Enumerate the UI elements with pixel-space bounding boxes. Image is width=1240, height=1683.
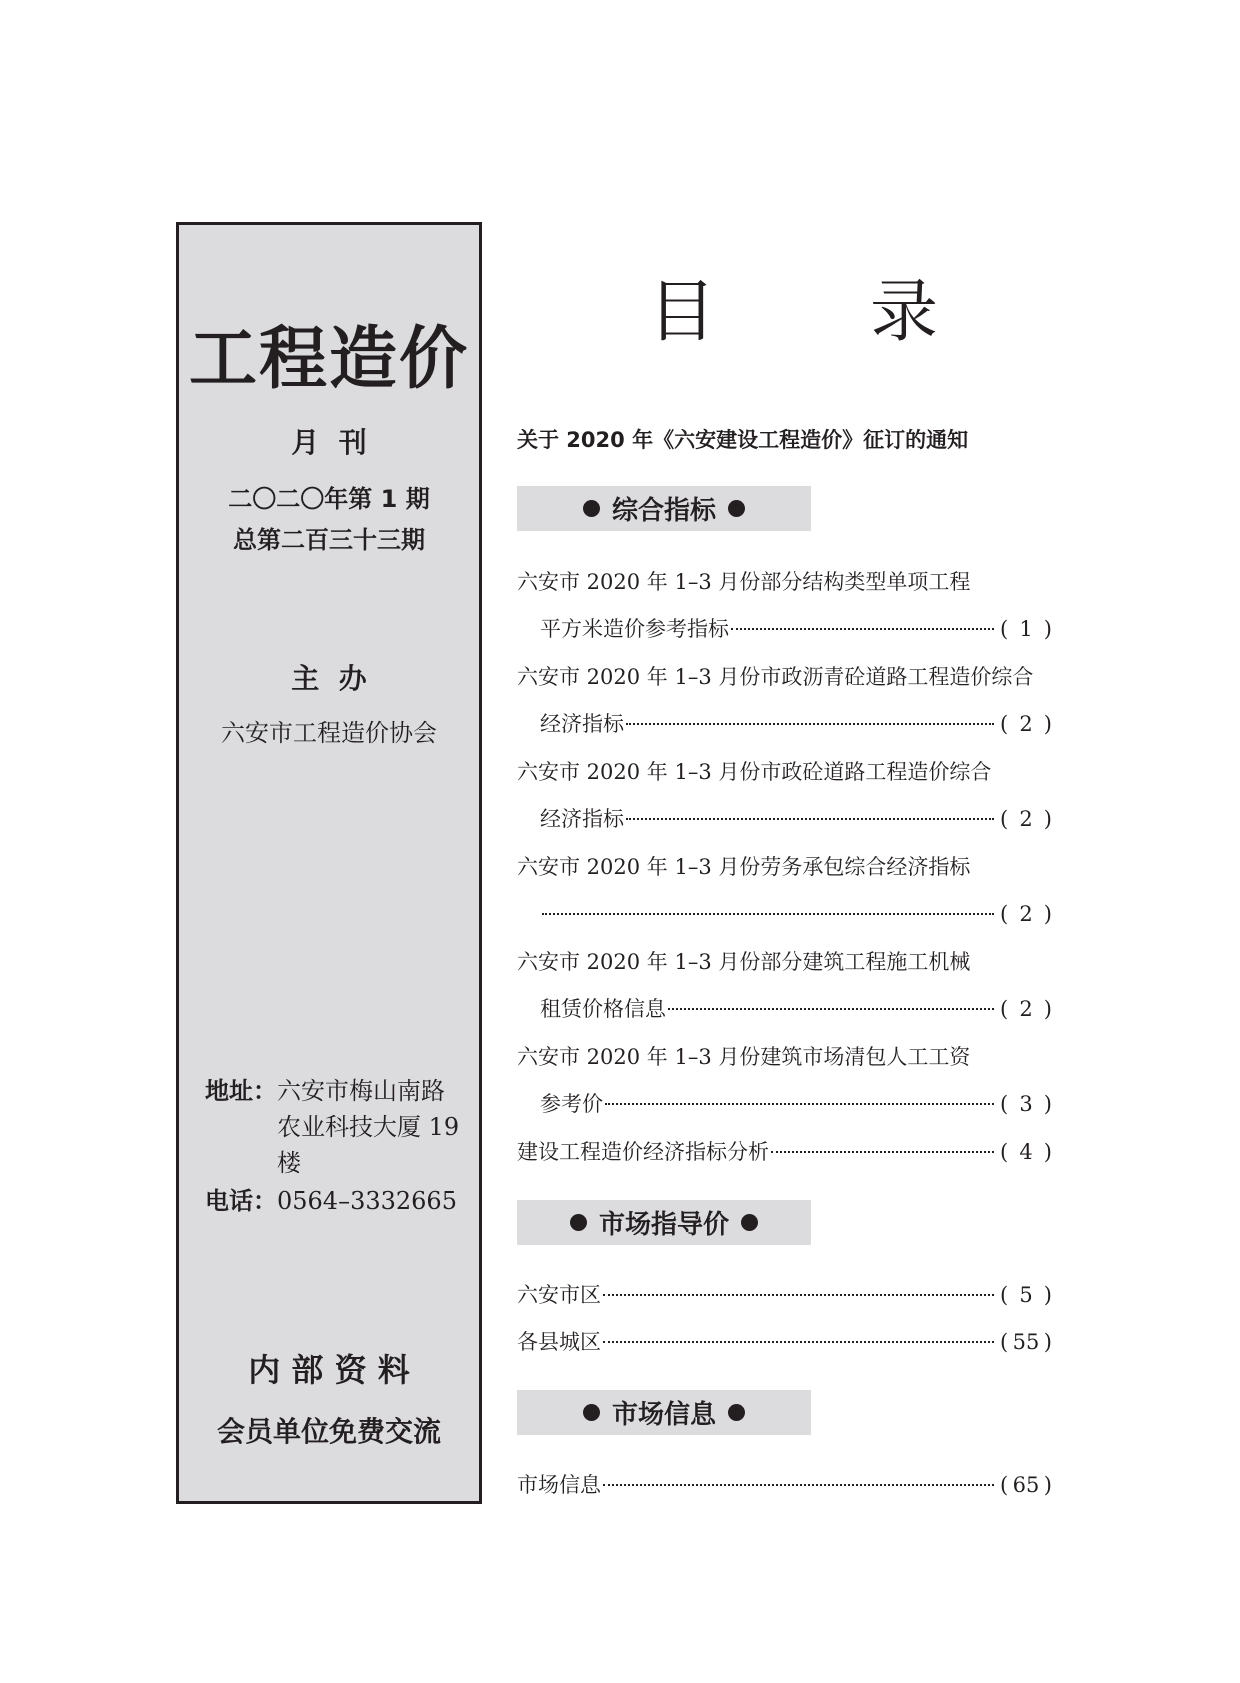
page-number: ( 1 ) (1000, 617, 1052, 641)
page-number: ( 65 ) (1000, 1473, 1052, 1497)
toc-entry (517, 1280, 1052, 1310)
toc-entry-label: 各县城区 (517, 1330, 601, 1354)
dot-leader (731, 628, 994, 630)
toc-entry-line: 六安市 2020 年 1–3 月份劳务承包综合经济指标 (517, 855, 971, 879)
toc-entry (517, 1470, 1052, 1500)
toc-entry-label: 市场信息 (517, 1473, 601, 1497)
toc-entry-label: 经济指标 (540, 807, 624, 831)
toc-entry-line: 六安市 2020 年 1–3 月份市政砼道路工程造价综合 (517, 760, 992, 784)
section-heading-market-info (517, 1390, 811, 1435)
bullet-icon (728, 500, 745, 517)
issue-number: 二〇二〇年第 1 期 (228, 485, 430, 513)
dot-leader (603, 1341, 994, 1343)
frequency-label: 月 刊 (291, 426, 367, 459)
bullet-icon (583, 500, 600, 517)
toc-entry-line: 六安市 2020 年 1–3 月份市政沥青砼道路工程造价综合 (517, 665, 1034, 689)
toc-title (648, 258, 938, 355)
dot-leader (626, 723, 994, 725)
toc-entry-line: 六安市 2020 年 1–3 月份部分结构类型单项工程 (517, 570, 971, 594)
section-heading-comprehensive (517, 486, 811, 531)
dot-leader (542, 913, 994, 915)
sponsor-name: 六安市工程造价协会 (221, 719, 437, 747)
sponsor-label: 主 办 (291, 662, 367, 695)
bullet-icon (741, 1214, 758, 1231)
toc-entry (540, 899, 1052, 929)
page-number: ( 2 ) (1000, 807, 1052, 831)
masthead-panel (176, 222, 482, 1504)
dot-leader (771, 1151, 994, 1153)
toc-title-right: 录 (869, 273, 938, 352)
internal-material-note: 内 部 资 料 (248, 1351, 410, 1389)
toc-entry-label: 经济指标 (540, 712, 624, 736)
toc-entry (540, 709, 1052, 739)
toc-entry (540, 804, 1052, 834)
bullet-icon (583, 1404, 600, 1421)
page-number: ( 2 ) (1000, 997, 1052, 1021)
toc-entry-label: 建设工程造价经济指标分析 (517, 1140, 769, 1164)
phone-row (205, 1183, 463, 1219)
address-value: 六安市梅山南路农业科技大厦 19 楼 (277, 1077, 460, 1177)
phone-value: 0564–3332665 (277, 1187, 457, 1215)
bullet-icon (728, 1404, 745, 1421)
section-heading-label: 综合指标 (611, 496, 716, 526)
toc-entry (540, 1089, 1052, 1119)
page-number: ( 4 ) (1000, 1140, 1052, 1164)
page-number: ( 2 ) (1000, 712, 1052, 736)
toc-entry (517, 1137, 1052, 1167)
dot-leader (626, 818, 994, 820)
toc-entry-line: 六安市 2020 年 1–3 月份部分建筑工程施工机械 (517, 950, 971, 974)
page-number: ( 2 ) (1000, 902, 1052, 926)
dot-leader (603, 1294, 994, 1296)
page-number: ( 55 ) (1000, 1330, 1052, 1354)
toc-entry-label: 租赁价格信息 (540, 997, 666, 1021)
toc-entry-line: 六安市 2020 年 1–3 月份建筑市场清包人工工资 (517, 1045, 971, 1069)
contact-info (205, 1073, 463, 1219)
subscription-notice: 关于 2020 年《六安建设工程造价》征订的通知 (517, 428, 969, 452)
phone-label: 电话： (205, 1187, 277, 1215)
toc-entry-label: 参考价 (540, 1092, 603, 1116)
address-label: 地址： (205, 1077, 277, 1105)
toc-entry (540, 994, 1052, 1024)
toc-entry (517, 1327, 1052, 1357)
dot-leader (605, 1103, 994, 1105)
toc-title-left: 目 (648, 273, 717, 352)
magazine-title: 工程造价 (188, 319, 469, 399)
address-row (205, 1073, 463, 1181)
total-issue-number: 总第二百三十三期 (233, 526, 425, 554)
section-heading-market-guide-price (517, 1200, 811, 1245)
toc-entry (540, 614, 1052, 644)
section-heading-label: 市场信息 (611, 1400, 716, 1430)
toc-entry-label: 六安市区 (517, 1283, 601, 1307)
section-heading-label: 市场指导价 (598, 1210, 729, 1240)
free-exchange-note: 会员单位免费交流 (216, 1415, 441, 1448)
toc-entry-label: 平方米造价参考指标 (540, 617, 729, 641)
bullet-icon (570, 1214, 587, 1231)
dot-leader (603, 1484, 994, 1486)
page-number: ( 3 ) (1000, 1092, 1052, 1116)
dot-leader (668, 1008, 994, 1010)
page-number: ( 5 ) (1000, 1283, 1052, 1307)
